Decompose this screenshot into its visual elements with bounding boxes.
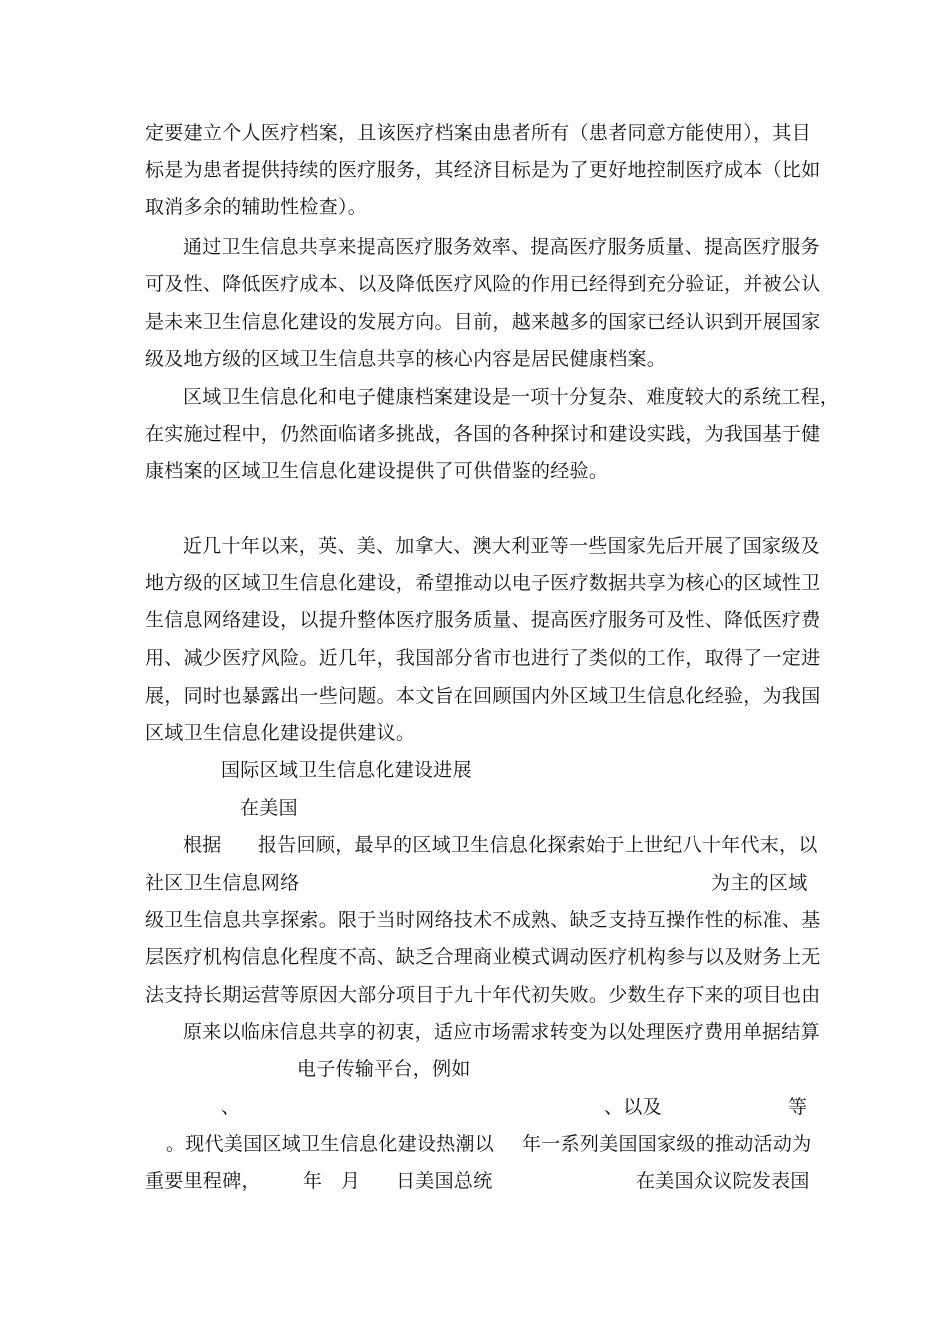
- paragraph-line: 层医疗机构信息化程度不高、缺乏合理商业模式调动医疗机构参与以及财务上无: [145, 946, 821, 968]
- paragraph-line: 通过卫生信息共享来提高医疗服务效率、提高医疗服务质量、提高医疗服务: [183, 236, 820, 258]
- paragraph-line: 地方级的区域卫生信息化建设，希望推动以电子医疗数据共享为核心的区域性卫: [145, 572, 821, 594]
- text-segment: 根据: [183, 834, 222, 856]
- paragraph-line: 在实施过程中，仍然面临诸多挑战，各国的各种探讨和建设实践，为我国基于健: [145, 423, 821, 445]
- text-segment: 、以及: [604, 1096, 662, 1118]
- paragraph-line: 近几十年以来，英、美、加拿大、澳大利亚等一些国家先后开展了国家级及: [183, 535, 820, 557]
- paragraph-line: 原来以临床信息共享的初衷，适应市场需求转变为以处理医疗费用单据结算: [183, 1021, 820, 1043]
- text-segment: 、: [221, 1096, 241, 1118]
- text-segment: 为主的区域: [711, 872, 808, 894]
- paragraph-line: 区域卫生信息化建设提供建议。: [145, 722, 416, 744]
- text-segment: 年: [303, 1170, 323, 1192]
- paragraph-line: 生信息网络建设，以提升整体医疗服务质量、提高医疗服务可及性、降低医疗费: [145, 609, 821, 631]
- paragraph-line: 区域卫生信息化和电子健康档案建设是一项十分复杂、难度较大的系统工程，: [183, 386, 840, 408]
- paragraph-line: 展，同时也暴露出一些问题。本文旨在回顾国内外区域卫生信息化经验，为我国: [145, 685, 821, 707]
- paragraph-line: 级卫生信息共享探索。限于当时网络技术不成熟、缺乏支持互操作性的标准、基: [145, 909, 821, 931]
- paragraph-line: 是未来卫生信息化建设的发展方向。目前，越来越多的国家已经认识到开展国家: [145, 311, 821, 333]
- paragraph-line: 法支持长期运营等原因大部分项目于九十年代初失败。少数生存下来的项目也由: [145, 984, 821, 1006]
- text-segment: 等: [788, 1096, 808, 1118]
- paragraph-line: 取消多余的辅助性检查）。: [145, 196, 368, 218]
- subsection-heading: 在美国: [240, 797, 298, 819]
- text-segment: 月: [341, 1170, 361, 1192]
- paragraph-line: 定要建立个人医疗档案，且该医疗档案由患者所有（患者同意方能使用），其目: [145, 122, 812, 144]
- text-segment: 重要里程碑，: [145, 1170, 261, 1192]
- paragraph-line: 康档案的区域卫生信息化建设提供了可供借鉴的经验。: [145, 460, 609, 482]
- text-segment: 在美国众议院发表国: [636, 1170, 810, 1192]
- text-segment: 报告回顾，最早的区域卫生信息化探索始于上世纪八十年代末，以: [258, 834, 818, 856]
- text-segment: 。现代美国区域卫生信息化建设热潮以: [166, 1133, 495, 1155]
- paragraph-line: 用、减少医疗风险。近几年，我国部分省市也进行了类似的工作，取得了一定进: [145, 647, 821, 669]
- section-heading: 国际区域卫生信息化建设进展: [221, 759, 472, 781]
- text-segment: 年一系列美国国家级的推动活动为: [522, 1133, 812, 1155]
- paragraph-line: 电子传输平台，例如: [297, 1058, 471, 1080]
- paragraph-line: 可及性、降低医疗成本、以及降低医疗风险的作用已经得到充分验证，并被公认: [145, 273, 821, 295]
- paragraph-line: 级及地方级的区域卫生信息共享的核心内容是居民健康档案。: [145, 348, 667, 370]
- text-segment: 日美国总统: [396, 1170, 493, 1192]
- paragraph-line: 标是为患者提供持续的医疗服务，其经济目标是为了更好地控制医疗成本（比如: [145, 159, 821, 181]
- text-segment: 社区卫生信息网络: [145, 872, 300, 894]
